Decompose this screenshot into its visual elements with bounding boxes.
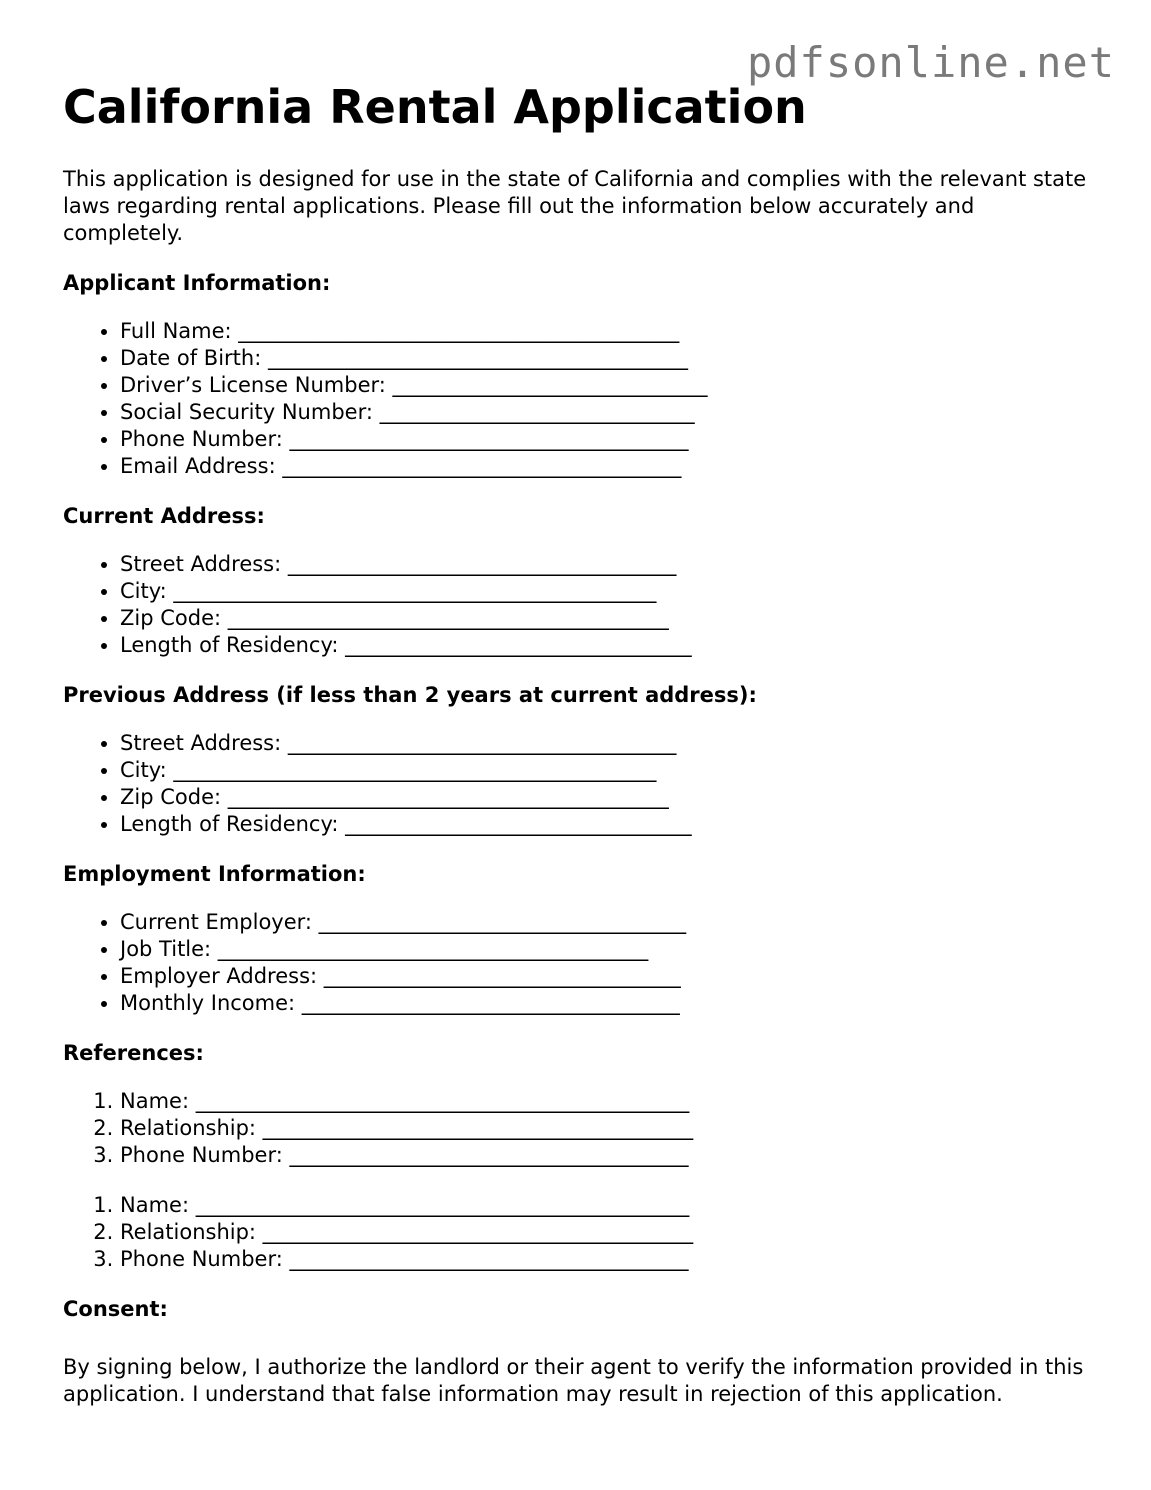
field-current-employer[interactable]: • Current Employer: ___________________________________ [120,909,1093,936]
field-monthly-income[interactable]: • Monthly Income: ____________________________________ [120,990,1093,1017]
field-current-city[interactable]: • City: ______________________________________________ [120,578,1093,605]
field-previous-residency[interactable]: • Length of Residency: _________________________________ [120,811,1093,838]
field-ref2-name[interactable]: 1. Name: _______________________________________________ [120,1192,1093,1219]
field-current-residency[interactable]: • Length of Residency: _________________________________ [120,632,1093,659]
document-page [63,78,1093,1408]
applicant-heading: Applicant Information: [63,271,331,295]
field-ref1-phone[interactable]: 3. Phone Number: ______________________________________ [120,1142,1093,1169]
field-employer-address[interactable]: • Employer Address: __________________________________ [120,963,1093,990]
field-ref1-name[interactable]: 1. Name: _______________________________________________ [120,1088,1093,1115]
field-date-of-birth[interactable]: • Date of Birth: ________________________________________ [120,345,1093,372]
consent-paragraph: By signing below, I authorize the landlord or their agent to verify the information provided in this application. I understand that false information may result in rejection of this application. [63,1355,1084,1406]
watermark: pdfsonline.net [746,38,1115,87]
field-current-street[interactable]: • Street Address: _____________________________________ [120,551,1093,578]
previous-address-heading: Previous Address (if less than 2 years at current address): [63,683,757,707]
references-heading: References: [63,1041,204,1065]
field-ref2-relationship[interactable]: 2. Relationship: _________________________________________ [120,1219,1093,1246]
intro-paragraph: This application is designed for use in the state of California and complies with the relevant state laws regarding rental applications. Please fill out the information below accurately and completely. [63,167,1087,245]
field-previous-city[interactable]: • City: ______________________________________________ [120,757,1093,784]
current-address-heading: Current Address: [63,504,265,528]
field-full-name[interactable]: • Full Name: __________________________________________ [120,318,1093,345]
field-current-zip[interactable]: • Zip Code: __________________________________________ [120,605,1093,632]
previous-address-list [63,730,1093,838]
field-previous-street[interactable]: • Street Address: _____________________________________ [120,730,1093,757]
field-phone[interactable]: • Phone Number: ______________________________________ [120,426,1093,453]
field-ref2-phone[interactable]: 3. Phone Number: ______________________________________ [120,1246,1093,1273]
field-previous-zip[interactable]: • Zip Code: __________________________________________ [120,784,1093,811]
employment-heading: Employment Information: [63,862,366,886]
reference-list-1 [63,1088,1093,1169]
field-ssn[interactable]: • Social Security Number: ______________________________ [120,399,1093,426]
consent-heading: Consent: [63,1297,168,1321]
field-job-title[interactable]: • Job Title: _________________________________________ [120,936,1093,963]
employment-list [63,909,1093,1017]
current-address-list [63,551,1093,659]
field-ref1-relationship[interactable]: 2. Relationship: _________________________________________ [120,1115,1093,1142]
reference-list-2 [63,1192,1093,1273]
applicant-list [63,318,1093,480]
field-drivers-license[interactable]: • Driver’s License Number: ______________________________ [120,372,1093,399]
field-email[interactable]: • Email Address: ______________________________________ [120,453,1093,480]
page-title: California Rental Application [63,80,807,134]
